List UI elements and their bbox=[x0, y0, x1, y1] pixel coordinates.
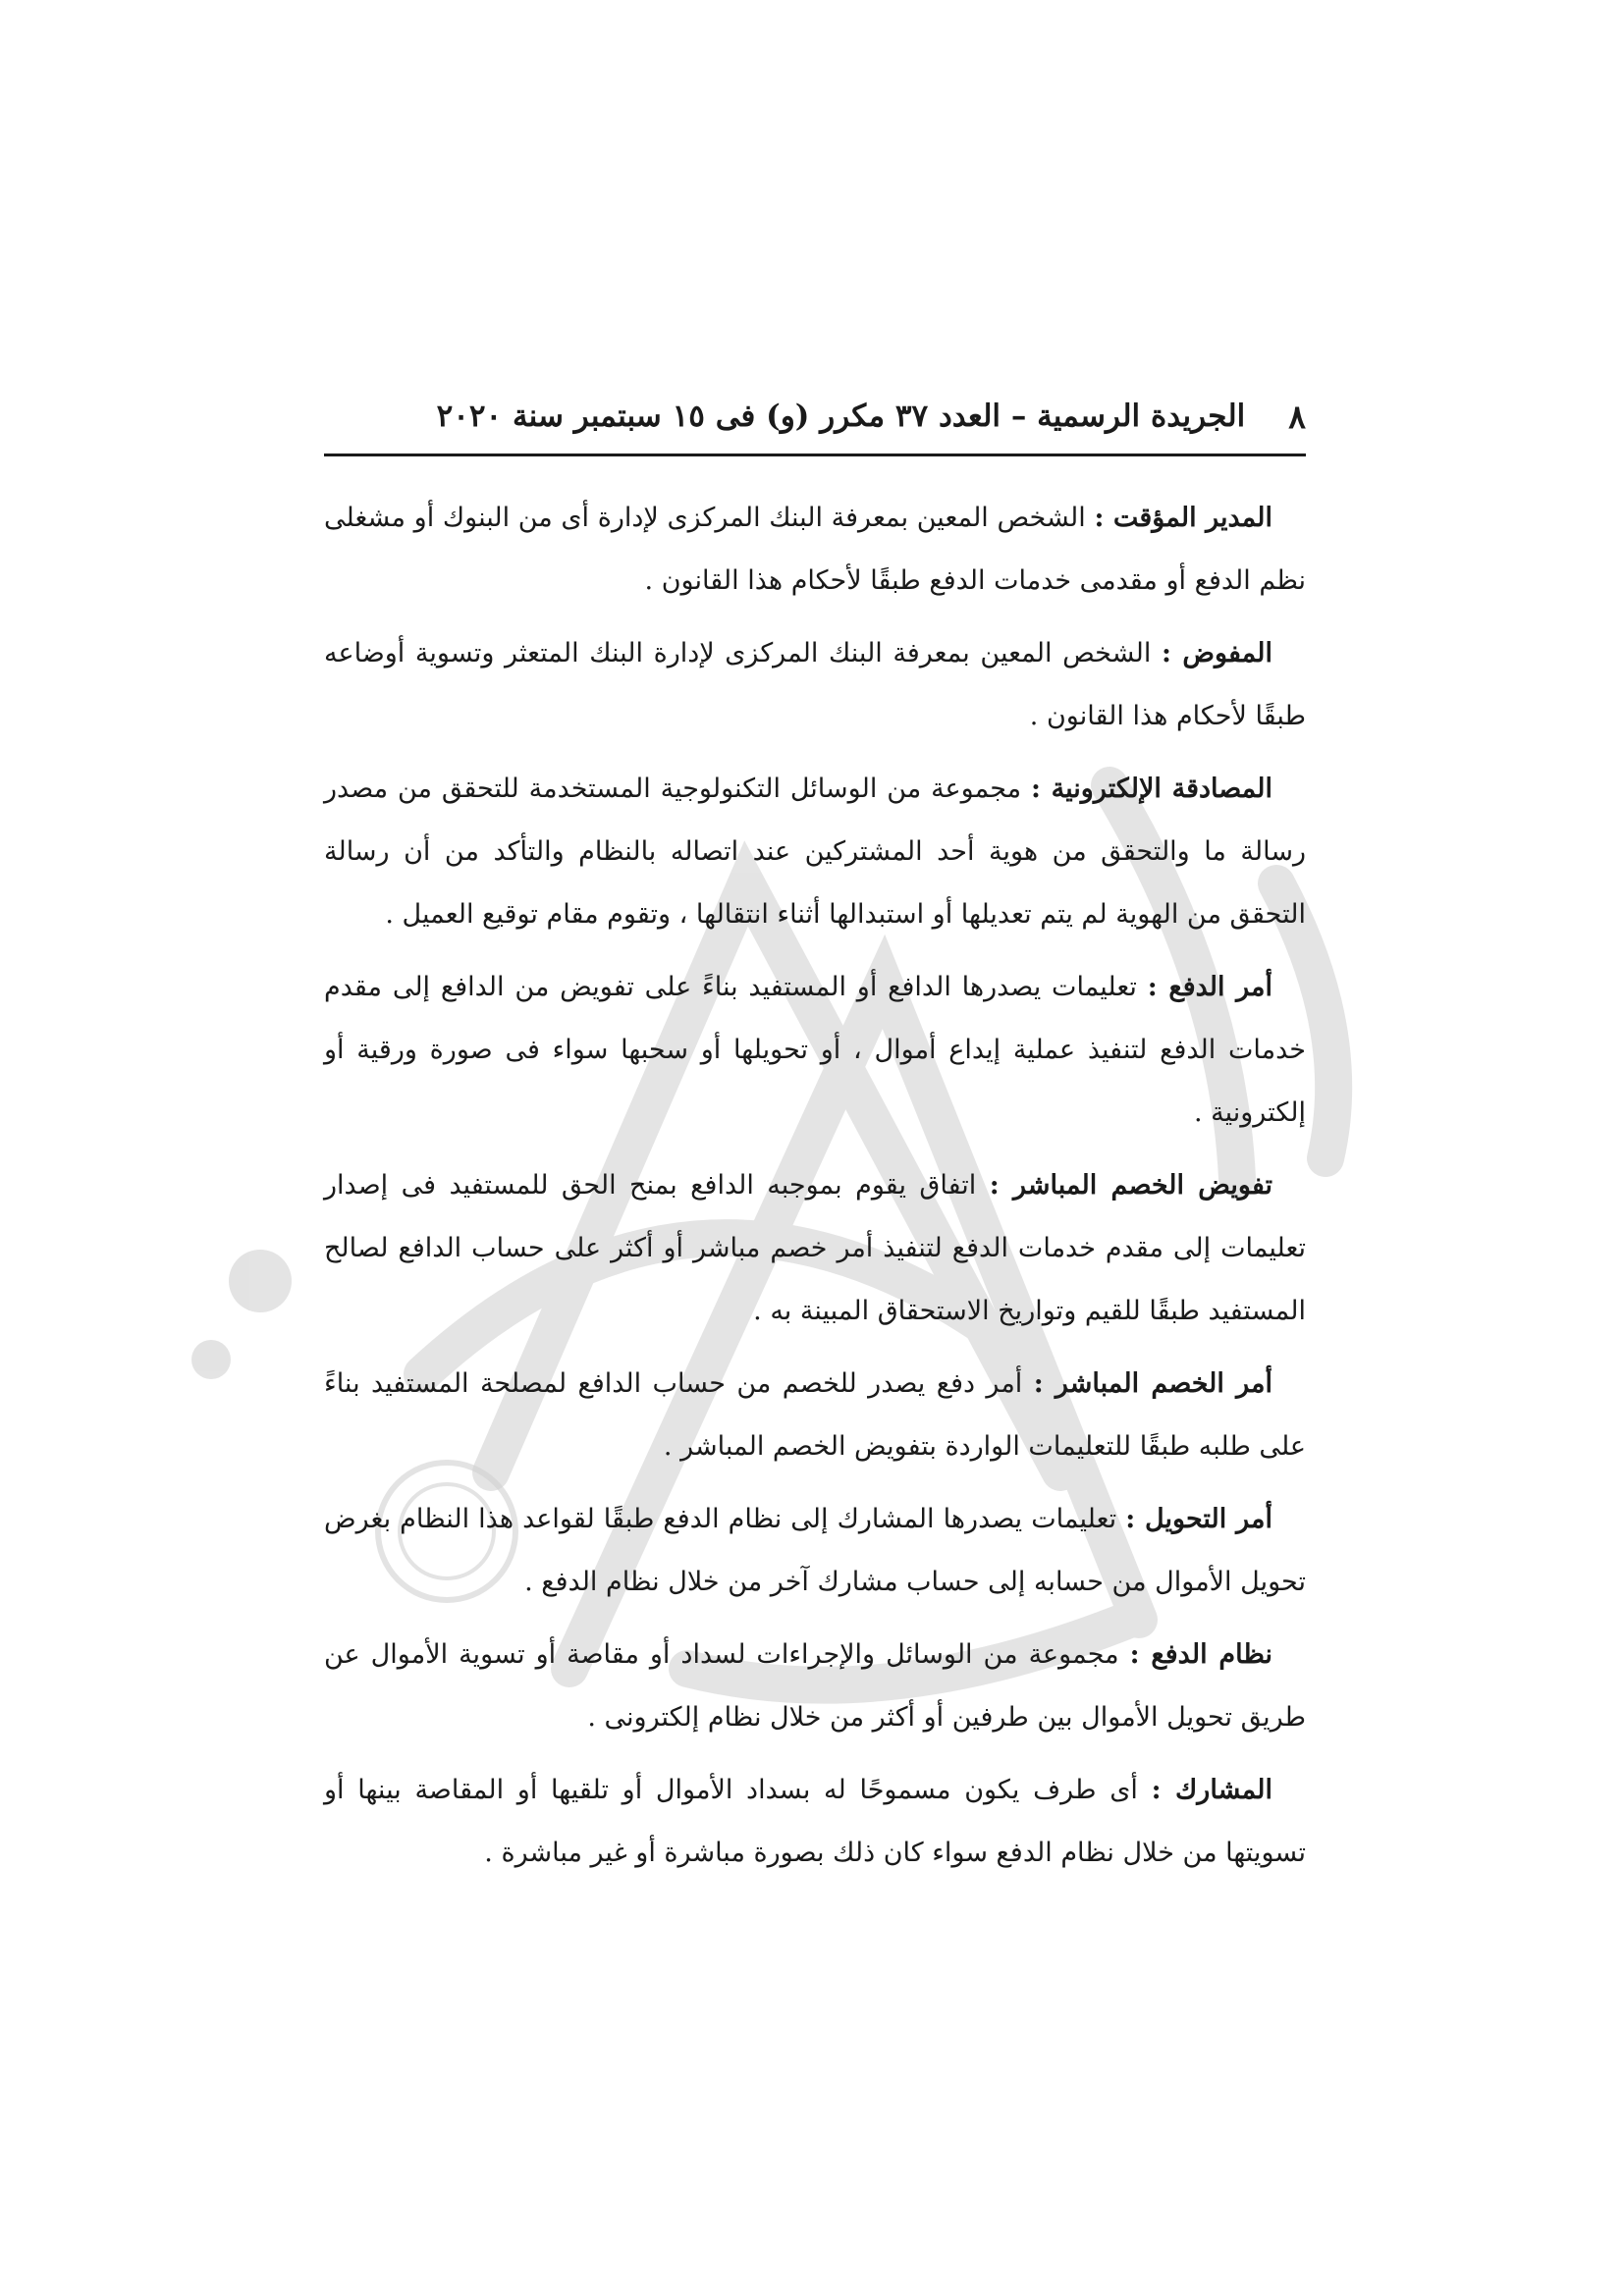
page-number: ٨ bbox=[1288, 397, 1306, 436]
definition-term: أمر الخصم المباشر : bbox=[1033, 1368, 1272, 1399]
definition-payment-system bbox=[324, 1624, 1306, 1749]
definition-commissioner bbox=[324, 622, 1306, 748]
header-rule bbox=[324, 454, 1306, 456]
definition-term: نظام الدفع : bbox=[1129, 1639, 1272, 1670]
definition-term: المصادقة الإلكترونية : bbox=[1031, 774, 1272, 804]
definition-text: تعليمات يصدرها المشارك إلى نظام الدفع طبقًا لقواعد هذا النظام بغرض تحويل الأموال من حسابه إلى حساب مشارك آخر من خلال نظام الدفع . bbox=[324, 1504, 1306, 1597]
definition-text: اتفاق يقوم بموجبه الدافع بمنح الحق للمستفيد فى إصدار تعليمات إلى مقدم خدمات الدفع لتنفيذ أمر خصم مباشر أو أكثر على حساب الدافع لصالح المستفيد طبقًا للقيم وتواريخ الاستحقاق المبينة به . bbox=[324, 1170, 1306, 1326]
definition-participant bbox=[324, 1759, 1306, 1885]
definition-text: تعليمات يصدرها الدافع أو المستفيد بناءً على تفويض من الدافع إلى مقدم خدمات الدفع لتنفيذ عملية إيداع أموال ، أو تحويلها أو سحبها سواء فى صورة ورقية أو إلكترونية . bbox=[324, 972, 1306, 1128]
definition-term: أمر التحويل : bbox=[1125, 1504, 1272, 1534]
definition-temporary-manager bbox=[324, 487, 1306, 613]
definition-payment-order bbox=[324, 956, 1306, 1145]
definition-text: مجموعة من الوسائل التكنولوجية المستخدمة للتحقق من مصدر رسالة ما والتحقق من هوية أحد المشتركين عند اتصاله بالنظام والتأكد من أن رسالة التحقق من الهوية لم يتم تعديلها أو استبدالها أثناء انتقالها ، وتقوم مقام توقيع العميل . bbox=[324, 774, 1306, 930]
definition-text: الشخص المعين بمعرفة البنك المركزى لإدارة أى من البنوك أو مشغلى نظم الدفع أو مقدمى خدمات الدفع طبقًا لأحكام هذا القانون . bbox=[324, 503, 1306, 596]
definitions-list bbox=[324, 487, 1306, 1895]
definition-text: مجموعة من الوسائل والإجراءات لسداد أو مقاصة أو تسوية الأموال عن طريق تحويل الأموال بين طرفين أو أكثر من خلال نظام إلكترونى . bbox=[324, 1639, 1306, 1733]
gazette-title: الجريدة الرسمية – العدد ٣٧ مكرر (و) فى ١٥ سبتمبر سنة ٢٠٢٠ bbox=[436, 399, 1246, 434]
definition-term: المفوض : bbox=[1162, 638, 1272, 668]
definition-text: أى طرف يكون مسموحًا له بسداد الأموال أو تلقيها أو المقاصة بينها أو تسويتها من خلال نظام الدفع سواء كان ذلك بصورة مباشرة أو غير مباشرة . bbox=[324, 1775, 1306, 1868]
definition-text: أمر دفع يصدر للخصم من حساب الدافع لمصلحة المستفيد بناءً على طلبه طبقًا للتعليمات الواردة بتفويض الخصم المباشر . bbox=[324, 1368, 1306, 1462]
definition-term: أمر الدفع : bbox=[1147, 972, 1272, 1002]
definition-term: المدير المؤقت : bbox=[1094, 503, 1272, 533]
page-header bbox=[324, 391, 1306, 442]
definition-direct-debit-mandate bbox=[324, 1154, 1306, 1343]
definition-electronic-authentication bbox=[324, 758, 1306, 946]
definition-direct-debit-order bbox=[324, 1353, 1306, 1478]
definition-transfer-order bbox=[324, 1488, 1306, 1614]
definition-term: المشارك : bbox=[1151, 1775, 1272, 1805]
definition-text: الشخص المعين بمعرفة البنك المركزى لإدارة البنك المتعثر وتسوية أوضاعه طبقًا لأحكام هذا القانون . bbox=[324, 638, 1306, 731]
definition-term: تفويض الخصم المباشر : bbox=[989, 1170, 1272, 1201]
